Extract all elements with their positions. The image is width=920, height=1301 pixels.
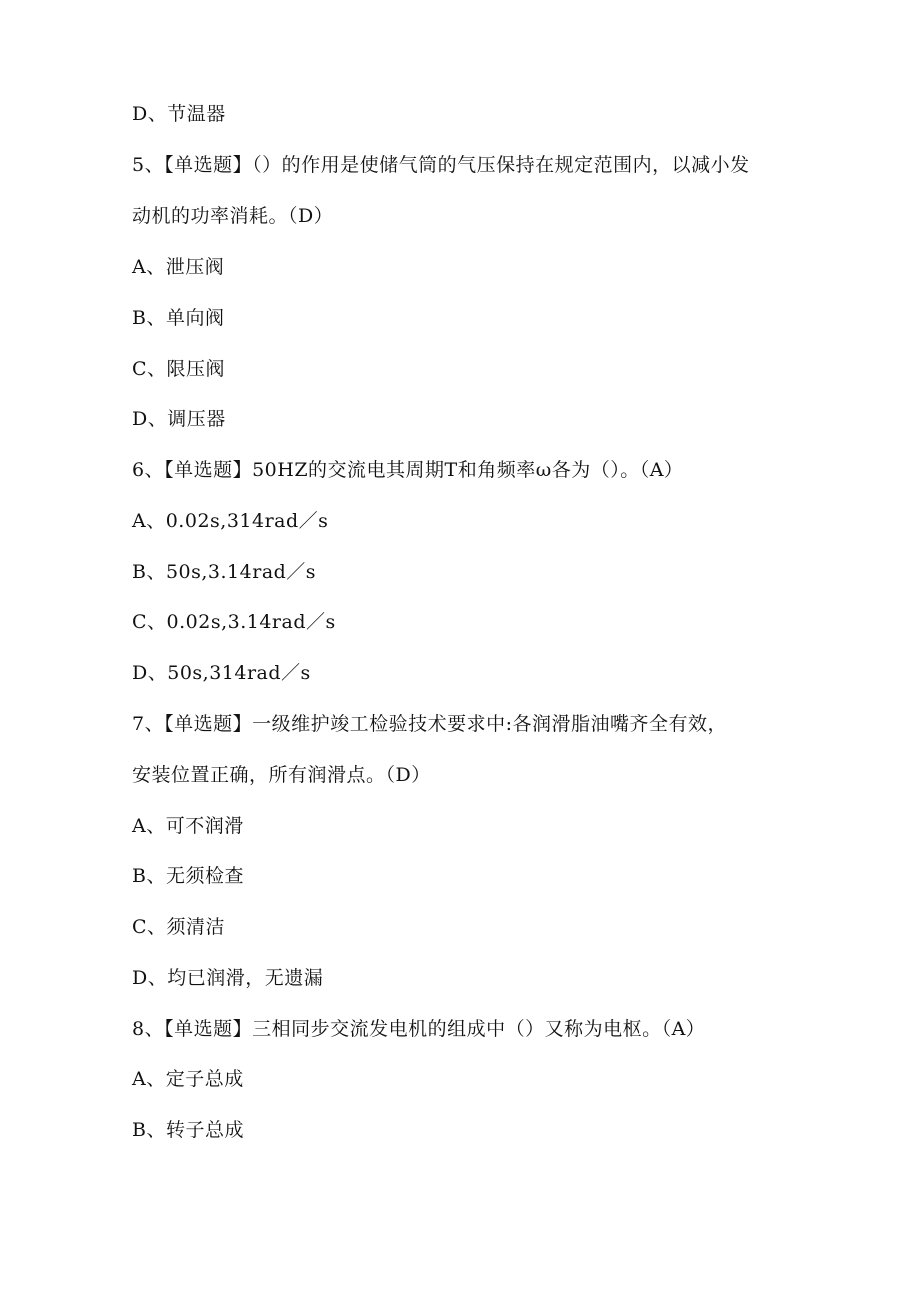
option-text: D、50s,314rad／s [132,662,311,684]
option-text: C、0.02s,3.14rad／s [132,611,336,633]
option-text: C、限压阀 [132,358,226,380]
option-text: C、须清洁 [132,916,226,938]
question-text-continued: 动机的功率消耗。（D） [132,205,334,227]
option-text: B、单向阀 [132,307,225,329]
question-text-continued: 安装位置正确，所有润滑点。（D） [132,764,431,786]
question-text: 5、【单选题】（）的作用是使储气筒的气压保持在规定范围内，以减小发 [132,154,750,176]
option-text: B、转子总成 [132,1119,244,1141]
option-text: D、节温器 [132,103,226,125]
option-text: B、50s,3.14rad／s [132,561,317,583]
question-text: 7、【单选题】一级维护竣工检验技术要求中:各润滑脂油嘴齐全有效， [132,713,727,735]
option-text: A、定子总成 [132,1068,244,1090]
option-text: A、0.02s,314rad／s [132,510,329,532]
option-text: A、泄压阀 [132,256,225,278]
question-text: 6、【单选题】50HZ的交流电其周期T和角频率ω各为（）。（A） [132,459,684,481]
option-text: D、均已润滑，无遗漏 [132,967,324,989]
option-text: A、可不润滑 [132,815,244,837]
option-text: B、无须检查 [132,865,244,887]
option-text: D、调压器 [132,408,226,430]
question-text: 8、【单选题】三相同步交流发电机的组成中（）又称为电枢。（A） [132,1018,706,1040]
